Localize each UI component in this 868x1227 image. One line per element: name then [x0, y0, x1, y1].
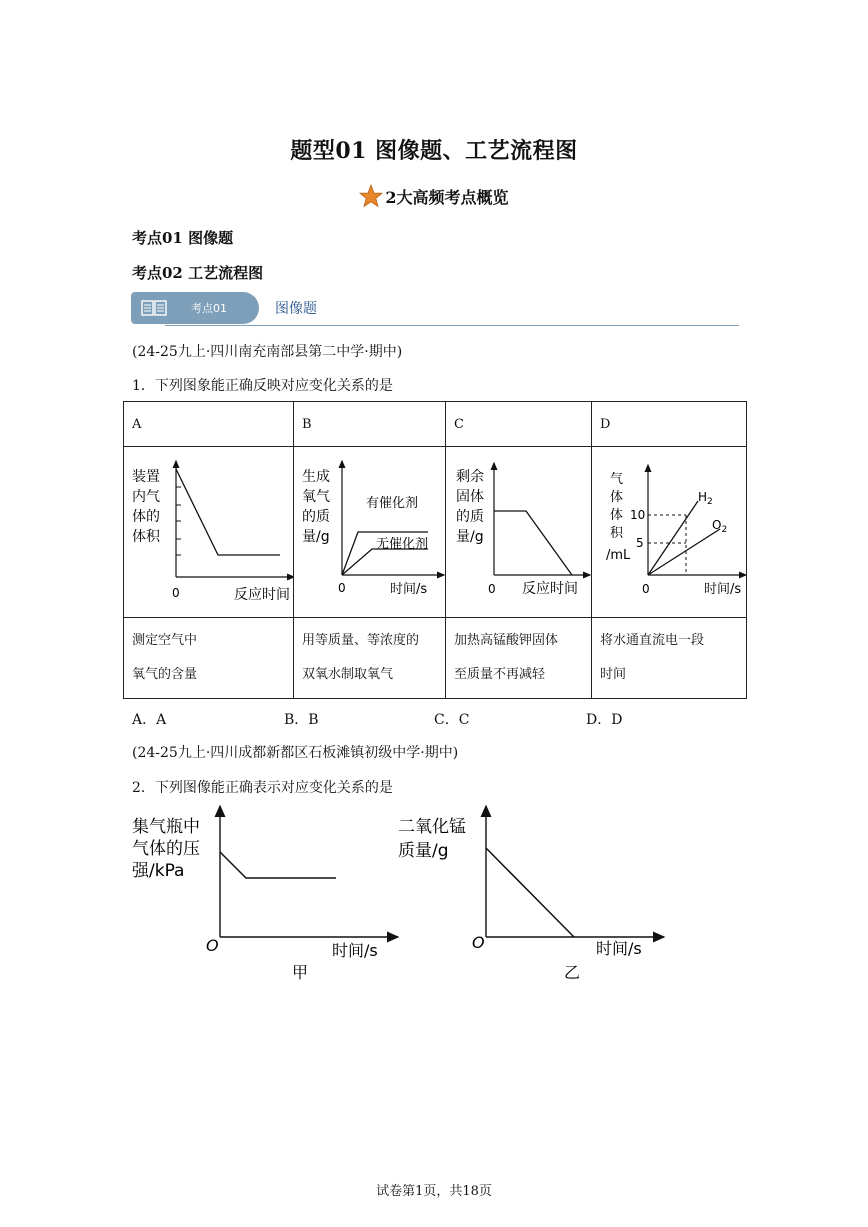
ylabel-line: 二氧化锰	[398, 817, 466, 837]
q2-stem: 2．下列图像能正确表示对应变化关系的是	[132, 780, 393, 796]
ylabel-line: 体	[610, 508, 624, 523]
series-label: 有催化剂	[366, 496, 419, 511]
xlabel: 时间/s	[390, 582, 428, 597]
ylabel-line: 装置	[132, 469, 160, 485]
graph-d	[592, 447, 746, 617]
banner-rule	[165, 325, 739, 326]
banner-pill	[131, 292, 259, 324]
curve-h2	[648, 501, 698, 575]
curve-no-catalyst	[342, 549, 428, 575]
overview-heading	[0, 184, 868, 208]
ylabel-line: 质量/g	[398, 841, 449, 861]
q2-source: (24-25九上·四川成都新都区石板滩镇初级中学·期中)	[132, 745, 459, 761]
option-b[interactable]: B．B	[284, 712, 319, 728]
graph-a-cell	[124, 447, 294, 618]
xlabel: 时间/s	[704, 582, 742, 597]
desc-line: 时间	[600, 667, 627, 682]
table-row	[124, 618, 747, 699]
q1-source: (24-25九上·四川南充南部县第二中学·期中)	[132, 344, 403, 360]
desc-d	[592, 618, 747, 699]
curve-c	[494, 511, 572, 575]
xlabel-left: 时间/s	[332, 941, 378, 960]
ylabel-line: 气	[610, 472, 624, 487]
ylabel-line: 气体的压	[132, 839, 200, 859]
origin-label: 0	[488, 582, 496, 596]
book-icon	[141, 300, 167, 316]
star-icon	[359, 184, 383, 208]
kaodian-1: 考点01 图像题	[132, 229, 234, 247]
ylabel-line: 剩余	[456, 469, 484, 485]
ylabel-line: 积	[610, 526, 624, 541]
option-a[interactable]: A．A	[132, 712, 167, 728]
kaodian-2: 考点02 工艺流程图	[132, 264, 264, 282]
overview-text: 2大高频考点概览	[385, 188, 509, 207]
origin-label: O	[206, 936, 219, 955]
table-row	[124, 402, 747, 447]
ylabel-line: 氧气	[302, 489, 330, 505]
curve-left	[220, 852, 336, 878]
graph-a	[124, 447, 293, 617]
header-c: C	[446, 402, 592, 447]
ylabel-line: 体的	[132, 509, 160, 525]
page-footer: 试卷第1页，共18页	[376, 1184, 492, 1199]
ylabel-line: 集气瓶中	[132, 817, 200, 837]
desc-a	[124, 618, 294, 699]
ylabel-line: 的质	[456, 509, 484, 525]
desc-line: 至质量不再减轻	[454, 667, 546, 682]
ylabel-line: 内气	[132, 489, 160, 505]
origin-label: O	[472, 933, 485, 952]
page-title: 题型01 图像题、工艺流程图	[290, 138, 578, 164]
curve-o2	[648, 529, 720, 575]
curve-right	[486, 848, 574, 937]
header-b: B	[294, 402, 446, 447]
desc-c	[446, 618, 592, 699]
graph-d-cell	[592, 447, 747, 618]
series-label-o2: $O_2$	[712, 518, 728, 535]
ytick-label: 10	[630, 508, 646, 522]
ylabel-line: 体积	[132, 529, 160, 545]
xlabel: 反应时间	[522, 581, 578, 597]
desc-line: 双氧水制取氧气	[302, 667, 394, 682]
q1-table	[123, 401, 747, 699]
section-banner	[131, 292, 739, 328]
desc-line: 用等质量、等浓度的	[302, 633, 420, 648]
curve-a	[176, 469, 280, 555]
desc-line: 测定空气中	[132, 633, 198, 648]
banner-label: 图像题	[275, 301, 317, 317]
graph-c-cell	[446, 447, 592, 618]
origin-label: 0	[338, 581, 346, 595]
header-d: D	[592, 402, 747, 447]
ylabel-line: 生成	[302, 469, 330, 485]
table-row	[124, 447, 747, 618]
desc-line: 氧气的含量	[132, 667, 198, 682]
ylabel-line: 固体	[456, 489, 484, 505]
q1-stem: 1．下列图象能正确反映对应变化关系的是	[132, 378, 393, 394]
series-label: 无催化剂	[376, 537, 429, 552]
graph-b	[294, 447, 445, 617]
caption-yi: 乙	[564, 963, 581, 982]
caption-jia: 甲	[292, 963, 309, 982]
xlabel: 反应时间	[234, 587, 290, 603]
ylabel-line: 的质	[302, 509, 330, 525]
ylabel-line: /mL	[606, 548, 631, 563]
header-a: A	[124, 402, 294, 447]
q2-graphs	[128, 800, 688, 990]
ytick-label: 5	[636, 536, 644, 550]
option-c[interactable]: C．C	[434, 712, 470, 728]
origin-label: 0	[642, 582, 650, 596]
xlabel-right: 时间/s	[596, 939, 642, 958]
ylabel-line: 体	[610, 490, 624, 505]
desc-line: 加热高锰酸钾固体	[454, 633, 559, 648]
desc-b	[294, 618, 446, 699]
option-d[interactable]: D．D	[586, 712, 623, 728]
graph-c	[446, 447, 591, 617]
series-label-h2: $H_2$	[698, 490, 713, 507]
banner-tag: 考点01	[191, 302, 227, 315]
desc-line: 将水通直流电一段	[600, 633, 705, 648]
ylabel-line: 量/g	[456, 529, 484, 545]
graph-b-cell	[294, 447, 446, 618]
ylabel-line: 量/g	[302, 529, 330, 545]
origin-label: 0	[172, 586, 180, 600]
ylabel-line: 强/kPa	[132, 861, 185, 881]
